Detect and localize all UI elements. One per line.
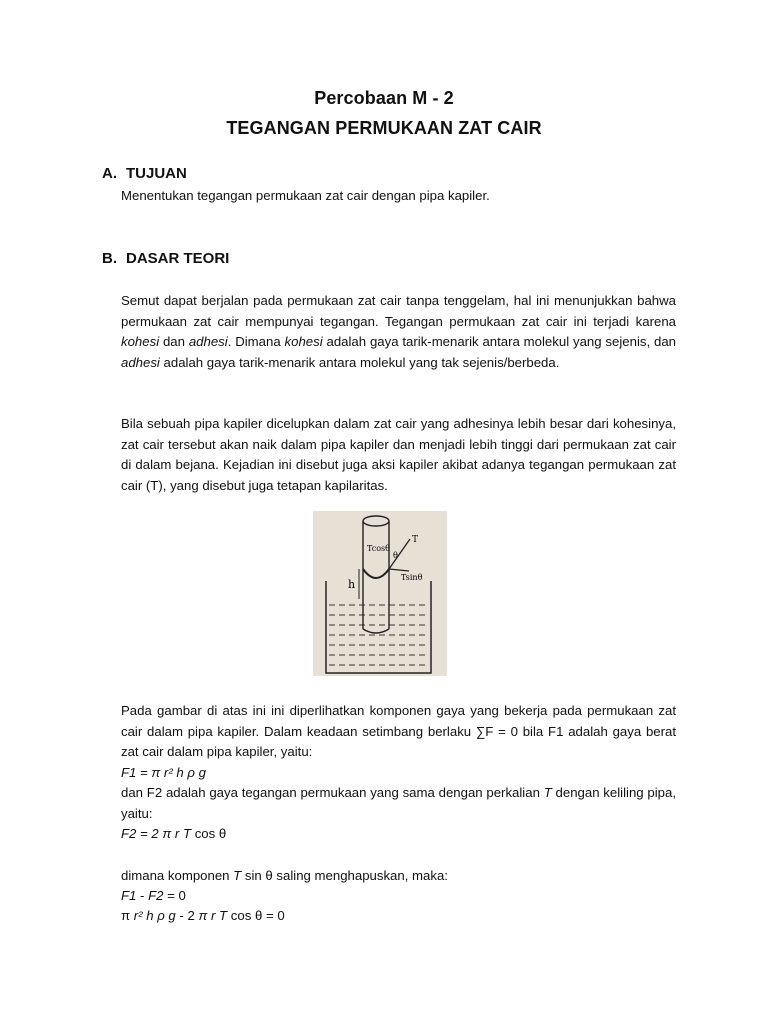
p5-part-2: sin θ saling menghapuskan, maka:	[241, 868, 448, 883]
p1-dan: dan	[159, 334, 189, 350]
section-a-title: TUJUAN	[126, 165, 187, 182]
section-a-text: Menentukan tegangan permukaan zat cair dengan pipa kapiler.	[121, 188, 490, 203]
p1-kohesi: kohesi	[121, 334, 160, 350]
capillary-tube	[363, 516, 389, 633]
p4-part-2: dengan keliling pipa, yaitu:	[121, 785, 676, 821]
eq3-minus: -	[136, 888, 149, 903]
section-a-heading	[102, 165, 187, 182]
eq3-zero: = 0	[163, 888, 186, 903]
equation-3	[121, 886, 186, 906]
label-t: T	[412, 535, 419, 545]
section-a-number: A.	[102, 165, 117, 182]
eq3-f2: F2	[148, 888, 164, 903]
section-b-title: DASAR TEORI	[126, 250, 230, 267]
p5-part-1: dimana komponen	[121, 868, 234, 883]
p1-adhesi: adhesi	[188, 334, 228, 350]
paragraph-2: Bila sebuah pipa kapiler dicelupkan dalam zat cair yang adhesinya lebih besar dari kohesinya, zat cair tersebut akan naik dalam pipa kapiler dan menjadi lebih tinggi dari permukaan zat cair di dalam bejana. Kejadian ini disebut juga aksi kapiler akibat adanya tegangan permukaan zat cair (T), yang disebut juga tetapan kapilaritas.	[121, 416, 676, 493]
page-title: Percobaan M - 2	[314, 88, 454, 108]
eq1-f1: F1 = π	[121, 765, 164, 780]
paragraph-1	[121, 291, 676, 373]
p1-kohesi-2: kohesi	[284, 334, 323, 350]
eq4-cos: cos θ = 0	[227, 908, 285, 923]
p1-part-3: adalah gaya tarik-menarik antara molekul yang sejenis, dan	[322, 334, 676, 350]
liquid-lines	[329, 605, 429, 665]
eq3-f1: F1	[121, 888, 137, 903]
section-b-number: B.	[102, 250, 117, 267]
equation-2	[121, 824, 226, 844]
p1-part-2: . Dimana	[227, 334, 285, 350]
eq4-pi: π	[121, 908, 134, 923]
capillary-diagram	[313, 511, 447, 676]
label-tcos: Tcosθ	[367, 544, 390, 553]
label-tsin: Tsinθ	[401, 573, 423, 582]
label-theta: θ	[393, 551, 398, 560]
p1-part-1: Semut dapat berjalan pada permukaan zat cair tanpa tenggelam, hal ini menunjukkan bahwa permukaan zat cair mempunyai tegangan. Tegangan permukaan zat cair ini terjadi karena	[121, 293, 676, 329]
beaker-outline	[326, 581, 431, 673]
label-h: h	[348, 578, 356, 591]
equation-4	[121, 906, 285, 926]
eq2-cos: cos θ	[191, 826, 227, 841]
paragraph-3: Pada gambar di atas ini ini diperlihatkan komponen gaya yang bekerja pada permukaan zat cair dalam pipa kapiler. Dalam keadaan setimbang berlaku ∑F = 0 bila F1 adalah gaya berat zat cair dalam pipa kapiler, yaitu:	[121, 703, 676, 760]
p1-part-4: adalah gaya tarik-menarik antara molekul yang tak sejenis/berbeda.	[159, 354, 560, 370]
paragraph-4	[121, 783, 676, 824]
equation-1	[121, 763, 206, 783]
eq2-rt: r T	[174, 826, 192, 841]
eq4-term2: π r T	[198, 908, 228, 923]
p4-part-1: dan F2 adalah gaya tegangan permukaan yang sama dengan perkalian	[121, 785, 544, 800]
p1-adhesi-2: adhesi	[121, 354, 160, 370]
p5-t: T	[233, 868, 242, 883]
capillary-tube-figure	[313, 511, 447, 676]
page-subtitle: TEGANGAN PERMUKAAN ZAT CAIR	[226, 118, 542, 138]
eq4-minus: - 2	[175, 908, 199, 923]
tsin-vector	[389, 569, 409, 571]
eq2-f2: F2 = 2 π	[121, 826, 175, 841]
section-b-heading	[102, 250, 229, 267]
eq4-term1: r² h ρ g	[133, 908, 176, 923]
eq1-rest: r² h ρ g	[163, 765, 206, 780]
paragraph-5	[121, 866, 448, 886]
p4-t: T	[543, 785, 552, 800]
